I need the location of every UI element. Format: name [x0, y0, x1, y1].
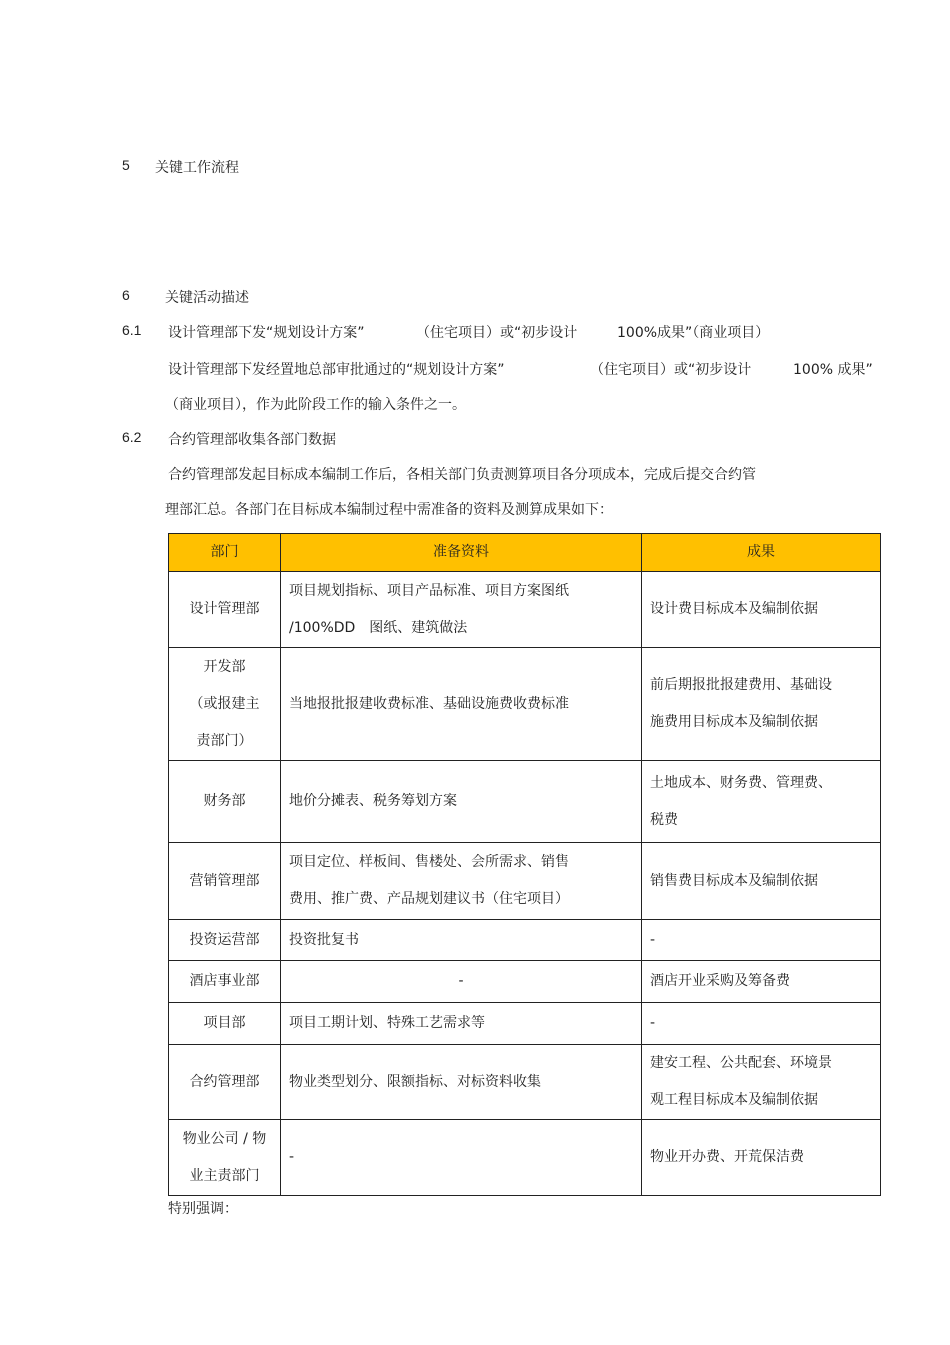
section-6-1-title-part1: 设计管理部下发“规划设计方案” — [168, 325, 365, 341]
result-cell — [642, 648, 881, 761]
cell-line: 营销管理部 — [189, 872, 260, 889]
cell-line: 物业开办费、开荒保洁费 — [650, 1149, 804, 1165]
department-cell — [169, 920, 281, 961]
materials-cell — [281, 1045, 642, 1120]
section-6-2-title: 合约管理部收集各部门数据 — [168, 432, 336, 448]
section-6-1-body-part2: （住宅项目）或“初步设计 — [590, 362, 752, 378]
cell-line: - — [458, 973, 464, 989]
section-6-1-body-part3: 100% 成果” — [793, 362, 873, 378]
cell-line: 投资运营部 — [189, 931, 260, 948]
department-cell — [169, 572, 281, 648]
cell-line: （或报建主 — [189, 695, 260, 712]
department-cell — [169, 961, 281, 1003]
materials-cell — [281, 761, 642, 843]
section-6-2-body-line2: 理部汇总。各部门在目标成本编制过程中需准备的资料及测算成果如下： — [165, 502, 613, 518]
department-cell — [169, 648, 281, 761]
result-cell — [642, 761, 881, 843]
cell-line: 合约管理部 — [189, 1073, 260, 1090]
materials-cell — [281, 843, 642, 920]
cell-line: 建安工程、公共配套、环境景 — [650, 1055, 832, 1071]
cell-line: 施费用目标成本及编制依据 — [650, 714, 818, 730]
table-row — [169, 572, 881, 648]
header-department: 部门 — [169, 534, 281, 572]
cell-line: 设计费目标成本及编制依据 — [650, 601, 818, 617]
department-materials-table — [168, 533, 881, 1196]
result-cell — [642, 1120, 881, 1196]
table-header-row — [169, 534, 881, 572]
cell-line: 酒店开业采购及筹备费 — [650, 973, 790, 989]
department-cell — [169, 761, 281, 843]
cell-line: 费用、推广费、产品规划建议书（住宅项目） — [289, 891, 569, 907]
department-cell — [169, 1120, 281, 1196]
cell-line: 前后期报批报建费用、基础设 — [650, 677, 832, 693]
section-6-title: 关键活动描述 — [165, 290, 249, 306]
table-row — [169, 761, 881, 843]
cell-line: 项目部 — [203, 1015, 246, 1031]
section-6-2-number: 6.2 — [122, 429, 142, 445]
cell-line: 设计管理部 — [189, 601, 260, 617]
result-cell — [642, 920, 881, 961]
cell-line: 业主责部门 — [189, 1167, 260, 1184]
result-cell — [642, 961, 881, 1003]
section-6-1-body-part1: 设计管理部下发经置地总部审批通过的“规划设计方案” — [168, 362, 505, 378]
materials-cell — [281, 961, 642, 1003]
section-6-1-number: 6.1 — [122, 322, 142, 338]
table-row — [169, 1120, 881, 1196]
cell-line: 项目定位、样板间、售楼处、会所需求、销售 — [289, 854, 569, 870]
department-cell — [169, 1045, 281, 1120]
cell-line: 地价分摊表、税务筹划方案 — [289, 793, 457, 809]
cell-line: - — [650, 1015, 656, 1031]
table-row — [169, 1045, 881, 1120]
cell-line: 投资批复书 — [289, 931, 359, 948]
table-row — [169, 648, 881, 761]
materials-cell — [281, 572, 642, 648]
department-cell — [169, 843, 281, 920]
materials-cell — [281, 648, 642, 761]
materials-cell — [281, 1120, 642, 1196]
result-cell — [642, 843, 881, 920]
cell-line: 项目工期计划、特殊工艺需求等 — [289, 1015, 485, 1031]
cell-line: - — [650, 931, 656, 948]
header-materials: 准备资料 — [281, 534, 642, 572]
cell-line: 开发部 — [203, 658, 246, 675]
cell-line: 税费 — [650, 811, 678, 828]
cell-line: 当地报批报建收费标准、基础设施费收费标准 — [289, 695, 569, 712]
cell-line: 观工程目标成本及编制依据 — [650, 1092, 818, 1108]
cell-line: 财务部 — [203, 793, 246, 809]
section-6-1-body-line2: （商业项目），作为此阶段工作的输入条件之一。 — [165, 397, 466, 413]
table-row — [169, 961, 881, 1003]
cell-line: 项目规划指标、项目产品标准、项目方案图纸 — [289, 582, 569, 599]
table-row — [169, 1003, 881, 1045]
section-6-1-title-part3: 100%成果”（商业项目） — [617, 325, 770, 341]
materials-cell — [281, 1003, 642, 1045]
department-cell — [169, 1003, 281, 1045]
cell-line: - — [289, 1149, 295, 1165]
section-5-number: 5 — [122, 157, 130, 173]
cell-line: 责部门） — [196, 732, 253, 749]
header-result: 成果 — [642, 534, 881, 572]
section-6-number: 6 — [122, 287, 130, 303]
result-cell — [642, 572, 881, 648]
result-cell — [642, 1003, 881, 1045]
cell-line: 销售费目标成本及编制依据 — [650, 872, 818, 889]
cell-line: 土地成本、财务费、管理费、 — [650, 774, 832, 791]
table-row — [169, 843, 881, 920]
cell-line: 酒店事业部 — [189, 973, 260, 989]
section-6-1-title-part2: （住宅项目）或“初步设计 — [416, 325, 578, 341]
table-row — [169, 920, 881, 961]
materials-cell — [281, 920, 642, 961]
cell-line: /100%DD 图纸、建筑做法 — [289, 619, 468, 636]
section-6-2-body-line1: 合约管理部发起目标成本编制工作后，各相关部门负责测算项目各分项成本，完成后提交合约管 — [168, 467, 756, 483]
section-5-title: 关键工作流程 — [155, 160, 239, 176]
cell-line: 物业类型划分、限额指标、对标资料收集 — [289, 1073, 541, 1090]
result-cell — [642, 1045, 881, 1120]
cell-line: 物业公司 / 物 — [182, 1130, 267, 1147]
special-emphasis-note: 特别强调： — [168, 1201, 238, 1217]
